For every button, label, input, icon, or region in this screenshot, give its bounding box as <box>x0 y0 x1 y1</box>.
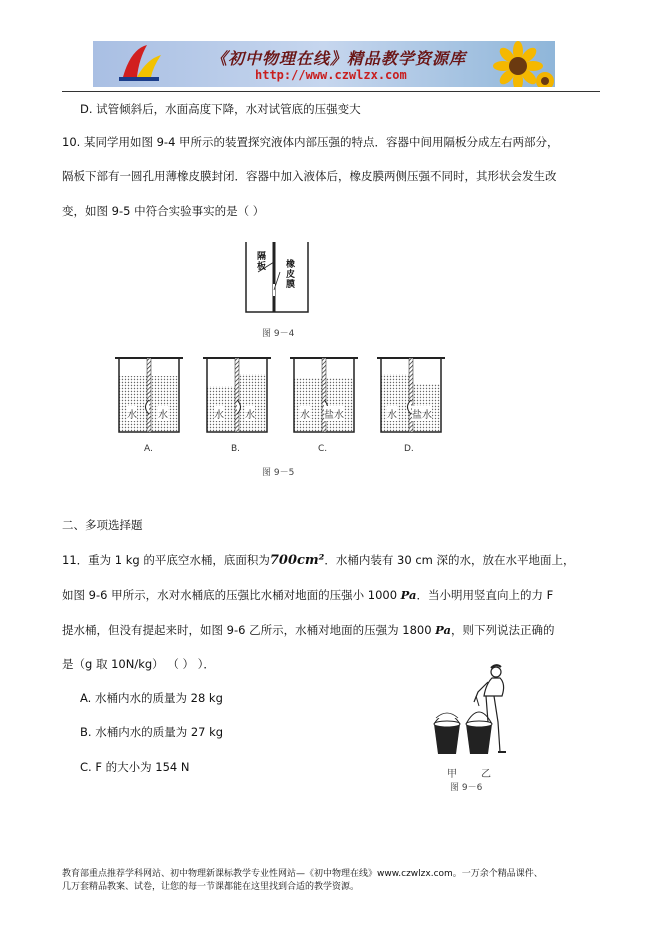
q11-line4: 是（g 取 10N/kg） （ ） ）． <box>62 657 215 671</box>
q11-option-a: A. 水桶内水的质量为 28 kg <box>80 691 223 705</box>
beaker-a <box>115 358 183 432</box>
bucket-jia <box>434 713 460 754</box>
q11-line1-b: ．水桶内装有 30 cm 深的水，放在水平地面上， <box>324 553 575 567</box>
beaker-d-option: D. <box>404 444 414 454</box>
banner-url[interactable]: http://www.czwlzx.com <box>255 68 407 82</box>
footer-line2: 几万套精品教案、试卷，让您的每一节课都能在这里找到合适的教学资源。 <box>62 882 360 892</box>
fig6-caption: 图 9－6 <box>450 783 483 793</box>
fig5-caption: 图 9－5 <box>262 468 295 478</box>
fig6-label-jia: 甲 <box>447 769 457 780</box>
q11-line3-b: ，则下列说法正确的 <box>450 623 555 637</box>
q11-line2-b: ．当小明用竖直向上的力 F <box>416 588 554 602</box>
beaker-c-right-liquid: 盐水 <box>324 406 344 421</box>
footer-line1: 教育部重点推荐学科网站、初中物理新课标教学专业性网站—《初中物理在线》www.czwlzx.com。一万余个精品课件、 <box>62 869 543 879</box>
q11-area-value: 700cm² <box>269 553 325 568</box>
beaker-a-left-liquid: 水 <box>127 406 137 421</box>
banner-title: 《初中物理在线》精品教学资源库 <box>211 49 467 68</box>
figure-9-6 <box>426 662 530 762</box>
fig4-caption: 图 9－4 <box>262 329 295 339</box>
beaker-b-right-liquid: 水 <box>245 406 255 421</box>
q11-unit-pa-2: Pa <box>435 623 451 637</box>
q11-unit-pa-1: Pa <box>400 588 417 602</box>
fig4-label-membrane: 橡皮膜 <box>286 260 296 290</box>
footer <box>62 868 602 894</box>
beaker-a-option: A. <box>144 444 153 454</box>
bucket-yi <box>466 696 492 754</box>
q11-line3 <box>62 622 554 638</box>
beaker-b-option: B. <box>231 444 241 454</box>
q11-option-c: C. F 的大小为 154 N <box>80 760 190 774</box>
header-banner <box>93 41 555 87</box>
beaker-b-left-liquid: 水 <box>214 406 224 421</box>
q11-line3-a: 提水桶，但没有提起来时，如图 9-6 乙所示，水桶对地面的压强为 1800 <box>62 623 432 637</box>
q11-line1-a: 11．重为 1 kg 的平底空水桶，底面积为 <box>62 553 270 567</box>
figure-9-4 <box>244 240 310 314</box>
q11-line1 <box>62 552 575 569</box>
q10-line1: 10. 某同学用如图 9-4 甲所示的装置探究液体内部压强的特点．容器中间用隔板分成左右两部分， <box>62 135 559 149</box>
q11-line2-a: 如图 9-6 甲所示，水对水桶底的压强比水桶对地面的压强小 1000 <box>62 588 398 602</box>
q10-line2: 隔板下部有一圆孔用薄橡皮膜封闭．容器中加入液体后，橡皮膜两侧压强不同时，其形状会发生改 <box>62 169 557 183</box>
fig6-label-yi: 乙 <box>481 769 491 780</box>
fig4-label-partition: 隔板 <box>257 252 267 272</box>
beaker-d-left-liquid: 水 <box>387 406 397 421</box>
beaker-c-option: C. <box>318 444 328 454</box>
q11-line2 <box>62 587 553 603</box>
prev-option-d: D. 试管倾斜后，水面高度下降，水对试管底的压强变大 <box>80 102 361 116</box>
beaker-d-right-liquid: 盐水 <box>412 406 432 421</box>
q11-option-b: B. 水桶内水的质量为 27 kg <box>80 725 224 739</box>
beaker-c-left-liquid: 水 <box>300 406 310 421</box>
beaker-a-right-liquid: 水 <box>158 406 168 421</box>
section2-title: 二、多项选择题 <box>62 518 143 532</box>
figure-9-5 <box>115 354 445 438</box>
q10-line3: 变，如图 9-5 中符合实验事实的是（ ） <box>62 204 265 218</box>
header-divider <box>62 91 600 92</box>
